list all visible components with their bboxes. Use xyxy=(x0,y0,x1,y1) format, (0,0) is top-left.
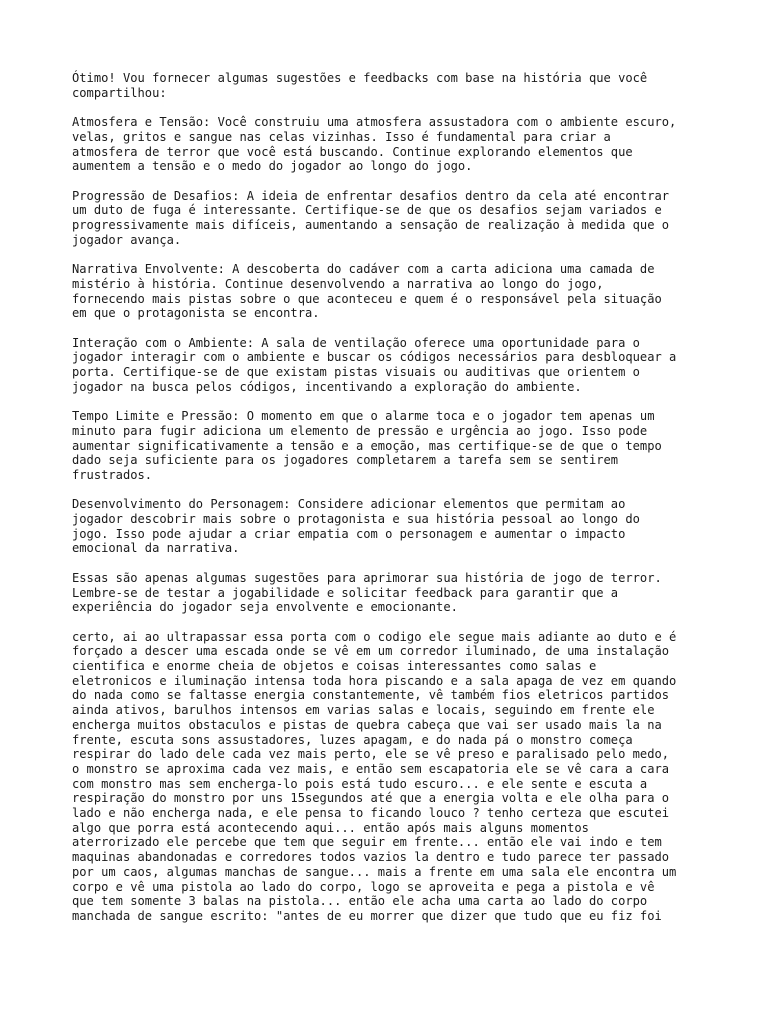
paragraph-atmosfera: Atmosfera e Tensão: Você construiu uma atmosfera assustadora com o ambiente escuro, velas, gritos e sangue nas celas vizinhas. Isso é fundamental para criar a atmosfera de terror que você está buscando. Continue explorando elementos que aumentem a tensão e o medo do jogador ao longo do jogo. xyxy=(72,115,677,174)
document-page xyxy=(72,71,712,938)
paragraph-progressao: Progressão de Desafios: A ideia de enfrentar desafios dentro da cela até encontrar um duto de fuga é interessante. Certifique-se de que os desafios sejam variados e progressivamente mais difíceis, aumentando a sensação de realização à medida que o jogador avança. xyxy=(72,188,670,247)
paragraph-continuation: certo, ai ao ultrapassar essa porta com o codigo ele segue mais adiante ao duto e é forçado a descer uma escada onde se vê em um corredor iluminado, de uma instalação cientifica e enorme cheia de objetos e coisas interessantes como salas e eletronicos e iluminação intensa toda hora piscando e a sala apaga de vez em quando do nada como se faltasse energia constantemente, vê também fios eletricos partidos ainda ativos, barulhos intensos em varias salas e locais, seguindo em frente ele encherga muitos obstaculos e pistas de quebra cabeça que vai ser usado mais la na frente, escuta sons assustadores, luzes apagam, e do nada pá o monstro começa respirar do lado dele cada vez mais perto, ele se vê preso e paralisado pelo medo, o monstro se aproxima cada vez mais, e então sem escapatoria ele se vê cara a cara com monstro mas sem encherga-lo pois está tudo escuro... e ele sente e escuta a respiração do monstro por uns 15segundos até que a energia volta e ele olha para o lado e não encherga nada, e ele pensa to ficando louco ? tenho certeza que escutei algo que porra está acontecendo aqui... então após mais alguns momentos aterrorizado ele percebe que tem que seguir em frente... então ele vai indo e tem maquinas abandonadas e corredores todos vazios la dentro e tudo parece ter passado por um caos, algumas manchas de sangue... mais a frente em uma sala ele encontra um corpo e vê uma pistola ao lado do corpo, logo se aproveita e pega a pistola e vê que tem somente 3 balas na pistola... então ele acha uma carta ao lado do corpo manchada de sangue escrito: "antes de eu morrer que dizer que tudo que eu fiz foi xyxy=(72,629,677,923)
paragraph-narrativa: Narrativa Envolvente: A descoberta do cadáver com a carta adiciona uma camada de mistério à história. Continue desenvolvendo a narrativa ao longo do jogo, fornecendo mais pistas sobre o que aconteceu e quem é o responsável pela situação em que o protagonista se encontra. xyxy=(72,262,662,321)
paragraph-tempo-limite: Tempo Limite e Pressão: O momento em que o alarme toca e o jogador tem apenas um minuto para fugir adiciona um elemento de pressão e urgência ao jogo. Isso pode aumentar significativamente a tensão e a emoção, mas certifique-se de que o tempo dado seja suficiente para os jogadores completarem a tarefa sem se sentirem frustrados. xyxy=(72,409,662,482)
paragraph-intro: Ótimo! Vou fornecer algumas sugestões e feedbacks com base na história que você compartilhou: xyxy=(72,71,648,100)
paragraph-conclusao: Essas são apenas algumas sugestões para aprimorar sua história de jogo de terror. Lembre-se de testar a jogabilidade e solicitar feedback para garantir que a experiência do jogador seja envolvente e emocionante. xyxy=(72,570,662,615)
paragraph-personagem: Desenvolvimento do Personagem: Considere adicionar elementos que permitam ao jogador descobrir mais sobre o protagonista e sua história pessoal ao longo do jogo. Isso pode ajudar a criar empatia com o personagem e aumentar o impacto emocional da narrativa. xyxy=(72,497,640,556)
paragraph-interacao: Interação com o Ambiente: A sala de ventilação oferece uma oportunidade para o jogador interagir com o ambiente e buscar os códigos necessários para desbloquear a porta. Certifique-se de que existam pistas visuais ou auditivas que orientem o jogador na busca pelos códigos, incentivando a exploração do ambiente. xyxy=(72,335,677,394)
